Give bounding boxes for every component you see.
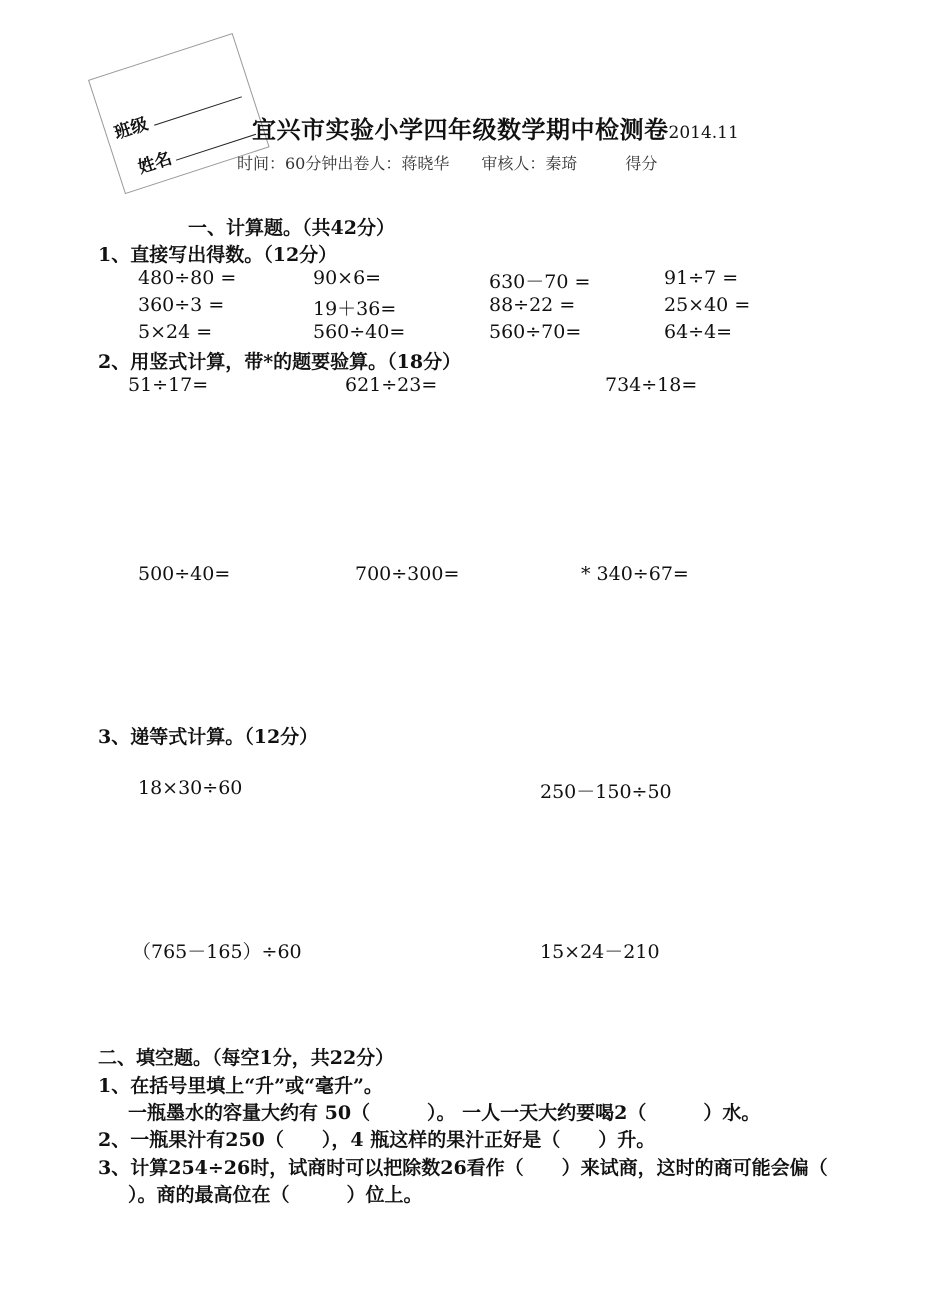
vertical-calc-item: 500÷40= xyxy=(138,563,231,585)
vertical-calc-item: 734÷18= xyxy=(605,374,698,396)
vertical-calc-item-verify: * 340÷67= xyxy=(581,563,689,585)
oral-calc-item: 5×24 = xyxy=(138,321,213,343)
fill-question-2: 2、一瓶果汁有250（ ），4 瓶这样的果汁正好是（ ）升。 xyxy=(98,1129,656,1151)
fill-question-1-text: 一瓶墨水的容量大约有 50（ ）。 一人一天大约要喝2（ ）水。 xyxy=(128,1102,761,1124)
fill-question-3: 3、计算254÷26时，试商时可以把除数26看作（ ）来试商，这时的商可能会偏（ xyxy=(98,1157,828,1179)
oral-calc-item: 630－70 = xyxy=(489,271,591,293)
vertical-calc-item: 700÷300= xyxy=(355,563,460,585)
oral-calc-item: 91÷7 = xyxy=(664,267,739,289)
oral-calc-item: 19＋36= xyxy=(313,298,397,320)
oral-calc-item: 88÷22 = xyxy=(489,294,576,316)
class-label: 班级 xyxy=(112,114,151,144)
question-2-title: 2、用竖式计算，带*的题要验算。（18分） xyxy=(98,351,462,373)
oral-calc-item: 25×40 = xyxy=(664,294,751,316)
oral-calc-item: 64÷4= xyxy=(664,321,733,343)
section-heading-fill: 二、填空题。（每空1分，共22分） xyxy=(98,1047,395,1069)
class-fill-line xyxy=(154,96,242,125)
oral-calc-item: 560÷40= xyxy=(313,321,406,343)
vertical-calc-item: 621÷23= xyxy=(345,374,438,396)
step-calc-item: 250－150÷50 xyxy=(540,781,672,803)
step-calc-item: （765－165）÷60 xyxy=(132,941,302,963)
step-calc-item: 15×24－210 xyxy=(540,941,660,963)
fill-question-3-cont: ）。商的最高位在（ ）位上。 xyxy=(128,1184,423,1206)
step-calc-item: 18×30÷60 xyxy=(138,777,243,799)
oral-calc-item: 90×6= xyxy=(313,267,382,289)
page-title: 宜兴市实验小学四年级数学期中检测卷 xyxy=(252,115,669,144)
section-heading-calc: 一、计算题。（共42分） xyxy=(188,217,395,239)
exam-meta: 时间：60分钟出卷人：蒋晓华 审核人：秦琦 得分 xyxy=(237,154,658,173)
oral-calc-item: 360÷3 = xyxy=(138,294,225,316)
oral-calc-item: 560÷70= xyxy=(489,321,582,343)
name-label: 姓名 xyxy=(135,148,175,179)
vertical-calc-item: 51÷17= xyxy=(128,374,209,396)
page-title-row xyxy=(252,110,739,145)
question-3-title: 3、递等式计算。（12分） xyxy=(98,726,319,748)
question-1-title: 1、直接写出得数。（12分） xyxy=(98,244,338,266)
oral-calc-item: 480÷80 = xyxy=(138,267,237,289)
fill-question-1: 1、在括号里填上“升”或“毫升”。 xyxy=(98,1075,383,1097)
exam-date: 2014.11 xyxy=(668,123,739,143)
